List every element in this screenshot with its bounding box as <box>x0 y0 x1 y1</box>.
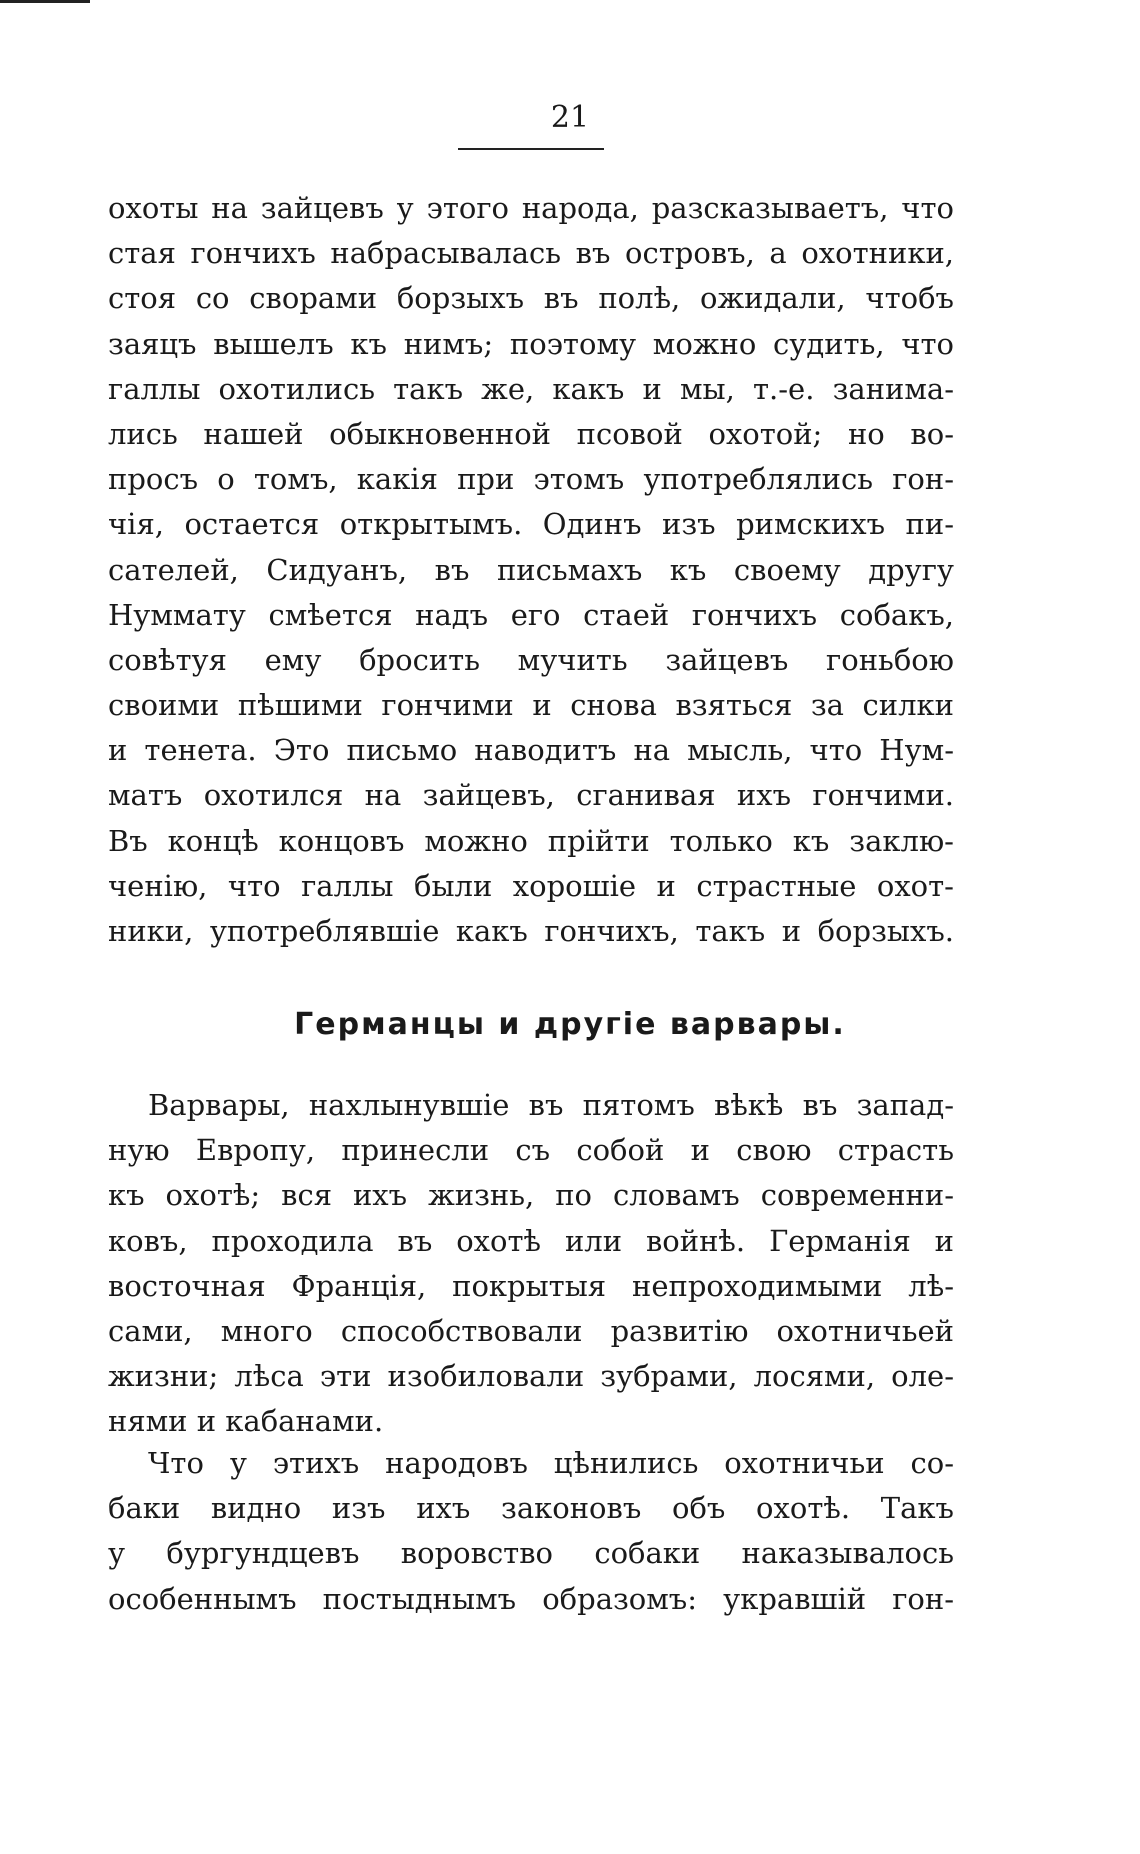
text-line: Въ концѣ концовъ можно прiйти только къ заклю- <box>108 823 954 858</box>
text-line: Что у этихъ народовъ цѣнились охотничьи со- <box>148 1446 954 1480</box>
text-line: Варвары, нахлынувшiе въ пятомъ вѣкѣ въ запад- <box>148 1088 954 1122</box>
paragraph <box>108 1083 954 1445</box>
text-line: совѣтуя ему бросить мучить зайцевъ гоньбою <box>108 642 954 677</box>
paragraph-continued <box>108 186 954 954</box>
text-line: особеннымъ постыднымъ образомъ: укравшiй гон- <box>108 1581 954 1616</box>
section-heading: Германцы и другiе варвары. <box>294 1007 846 1042</box>
text-line: просъ о томъ, какiя при этомъ употреблялись гон- <box>108 462 954 497</box>
text-line: къ охотѣ; вся ихъ жизнь, по словамъ современни- <box>108 1178 954 1213</box>
text-line: галлы охотились такъ же, какъ и мы, т.-е. занима- <box>108 371 954 406</box>
text-line: стая гончихъ набрасывалась въ островъ, а охотники, <box>108 236 954 271</box>
text-line: ченiю, что галлы были хорошiе и страстные охот- <box>108 868 954 903</box>
text-line: сами, много способствовали развитiю охотничьей <box>108 1313 954 1348</box>
text-line: охоты на зайцевъ у этого народа, разсказываетъ, что <box>108 191 954 225</box>
text-line: баки видно изъ ихъ законовъ объ охотѣ. Такъ <box>108 1491 954 1526</box>
text-line: чiя, остается открытымъ. Одинъ изъ римскихъ пи- <box>108 507 954 542</box>
text-line: сателей, Сидуанъ, въ письмахъ къ своему другу <box>108 552 954 587</box>
text-line: матъ охотился на зайцевъ, сганивая ихъ гончими. <box>108 778 954 813</box>
paragraph <box>108 1441 954 1622</box>
text-line: лись нашей обыкновенной псовой охотой; но во- <box>108 416 954 451</box>
text-line: жизни; лѣса эти изобиловали зубрами, лосями, оле- <box>108 1359 954 1394</box>
text-line: стоя со сворами борзыхъ въ полѣ, ожидали, чтобъ <box>108 281 954 316</box>
top-edge-rule <box>0 0 90 3</box>
page-number-underline <box>458 148 604 150</box>
text-line: ную Европу, принесли съ собой и свою страсть <box>108 1133 954 1168</box>
text-line: ковъ, проходила въ охотѣ или войнѣ. Германiя и <box>108 1223 954 1258</box>
text-line: и тенета. Это письмо наводитъ на мысль, что Нум- <box>108 733 954 768</box>
text-line: своими пѣшими гончими и снова взяться за силки <box>108 688 954 723</box>
page-number: 21 <box>550 100 590 135</box>
text-line: у бургундцевъ воровство собаки наказывалось <box>108 1536 954 1571</box>
text-line: нями и кабанами. <box>108 1404 384 1439</box>
text-line: Нуммату смѣется надъ его стаей гончихъ собакъ, <box>108 597 954 632</box>
text-line: ники, употреблявшiе какъ гончихъ, такъ и борзыхъ. <box>108 914 954 948</box>
text-line: восточная Францiя, покрытыя непроходимыми лѣ- <box>108 1268 954 1303</box>
text-line: заяцъ вышелъ къ нимъ; поэтому можно судить, что <box>108 326 954 361</box>
